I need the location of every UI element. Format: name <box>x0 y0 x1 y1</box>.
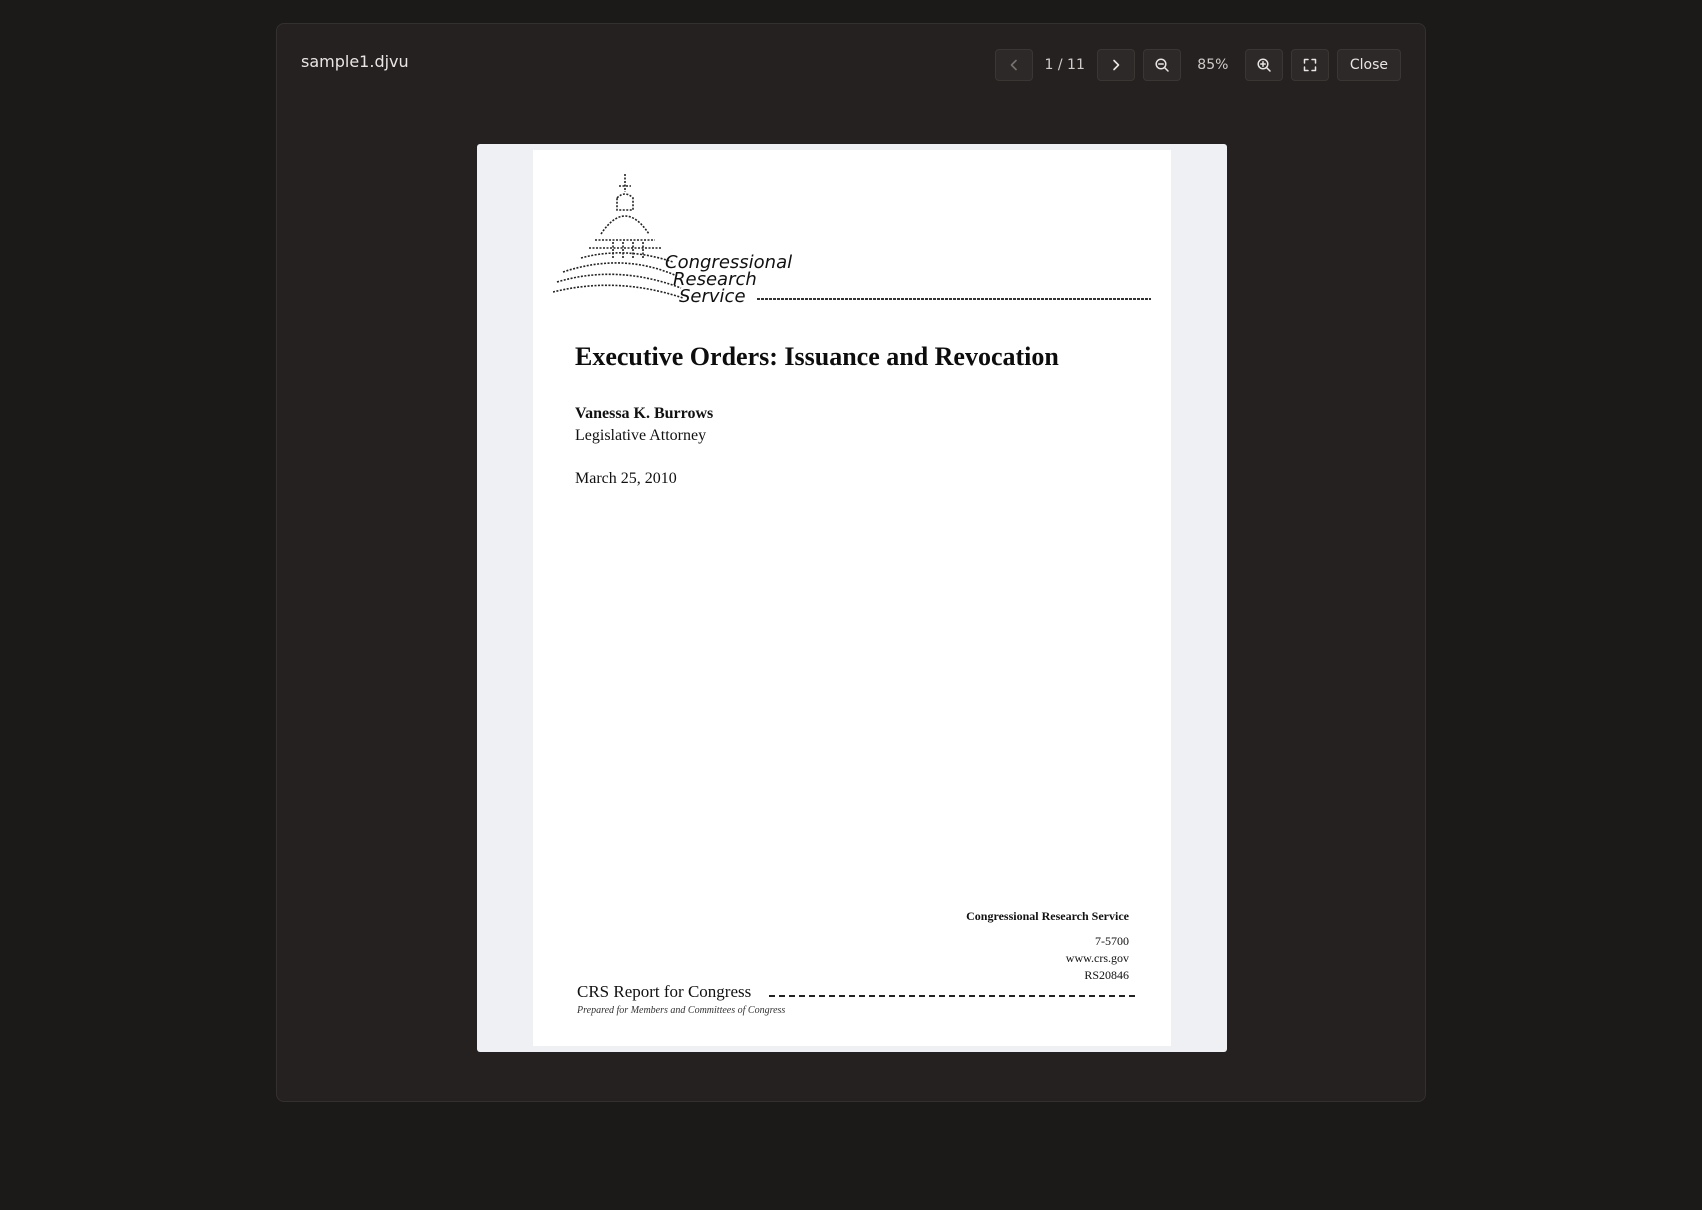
logo-line-3: Service <box>679 286 746 304</box>
footer-divider <box>769 995 1135 997</box>
zoom-out-icon <box>1154 57 1170 73</box>
document-date: March 25, 2010 <box>575 470 677 487</box>
next-page-button[interactable] <box>1097 49 1135 81</box>
author-role: Legislative Attorney <box>575 427 707 444</box>
fullscreen-icon <box>1302 57 1318 73</box>
logo-line-2: Research <box>673 269 757 290</box>
file-title: sample1.djvu <box>301 52 409 71</box>
fullscreen-button[interactable] <box>1291 49 1329 81</box>
zoom-out-button[interactable] <box>1143 49 1181 81</box>
crs-logo <box>553 172 1177 304</box>
close-button[interactable]: Close <box>1337 49 1401 81</box>
page-indicator: 1 / 11 <box>1044 57 1085 73</box>
report-website: www.crs.gov <box>1065 951 1129 965</box>
document-page <box>533 150 1171 1046</box>
page-viewport[interactable] <box>477 144 1227 1052</box>
report-info <box>966 908 1129 984</box>
report-org: Congressional Research Service <box>966 909 1129 923</box>
footer-title: CRS Report for Congress <box>577 982 752 1001</box>
report-code: 7-5700 <box>1095 934 1129 948</box>
zoom-level: 85% <box>1197 57 1229 73</box>
chevron-right-icon <box>1108 57 1124 73</box>
author-name: Vanessa K. Burrows <box>575 405 714 422</box>
zoom-in-icon <box>1256 57 1272 73</box>
footer-subtitle: Prepared for Members and Committees of Congress <box>577 1005 786 1016</box>
logo-line-1: Congressional <box>665 252 793 273</box>
report-id: RS20846 <box>1084 968 1129 982</box>
viewer-toolbar <box>995 48 1401 82</box>
document-title: Executive Orders: Issuance and Revocation <box>575 342 1059 371</box>
chevron-left-icon <box>1006 57 1022 73</box>
prev-page-button[interactable] <box>995 49 1033 81</box>
zoom-in-button[interactable] <box>1245 49 1283 81</box>
document-viewer-modal <box>276 23 1426 1102</box>
